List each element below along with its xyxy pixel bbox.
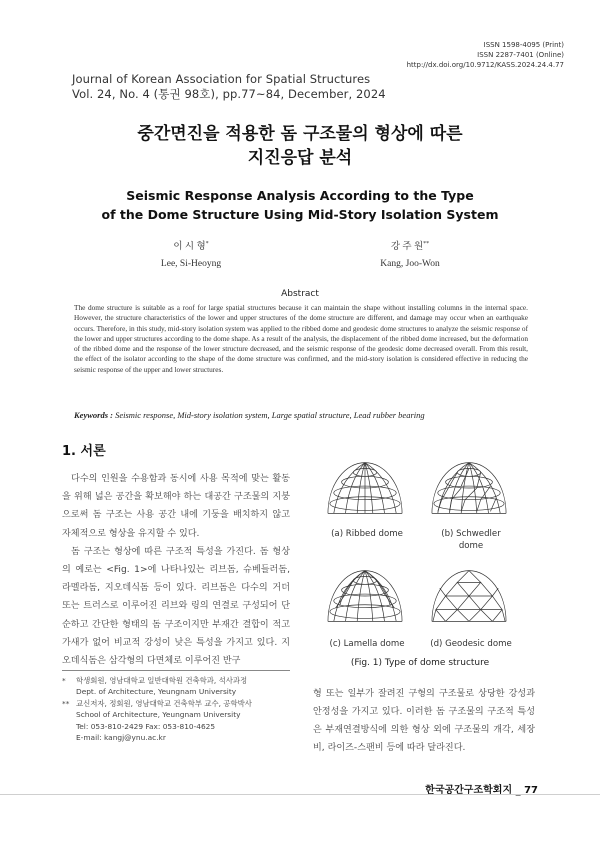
abstract-heading: Abstract: [281, 289, 319, 299]
caption-b-line1: (b) Schwedler: [441, 529, 501, 539]
doi-link[interactable]: http://dx.doi.org/10.9712/KASS.2024.24.4.77: [406, 61, 564, 69]
footnote-2-line3: Tel: 053-810-2429 Fax: 053-810-4625: [76, 721, 216, 731]
geodesic-dome-figure: [430, 566, 508, 630]
figure-caption: (Fig. 1) Type of dome structure: [350, 658, 490, 668]
schwedler-dome-figure: [430, 458, 508, 522]
author-2: [335, 236, 485, 273]
footnotes: [62, 675, 292, 743]
caption-b-line2: dome: [458, 541, 484, 551]
footnote-2-email[interactable]: E-mail: kangj@ynu.ac.kr: [76, 733, 166, 743]
issn-online: ISSN 2287-7401 (Online): [477, 51, 564, 59]
right-column-text: 형 또는 일부가 잘려진 구형의 구조물로 상당한 강성과 안정성을 가지고 있다. 이러한 돔 구조물의 구조적 특성은 부재연결방식에 의한 형상 외에 구조물의 개각, 세장비, 라이즈-스팬비 등에 따라 달라진다.: [313, 689, 535, 753]
footnote-divider: [62, 670, 290, 671]
page-footer: 한국공간구조학회지 _ 77: [425, 785, 538, 796]
lamella-dome-figure: [326, 566, 404, 630]
korean-title-line1: 중간면진을 적용한 돔 구조물의 형상에 따른: [137, 124, 463, 144]
footnote-1-line2: Dept. of Architecture, Yeungnam University: [76, 687, 237, 697]
author-2-name-en: Kang, Joo-Won: [380, 259, 440, 270]
footer-divider: [0, 794, 600, 795]
journal-info: [72, 72, 386, 102]
volume-line: Vol. 24, No. 4 (통권 98호), pp.77~84, December, 2024: [72, 87, 386, 101]
author-1-mark: *: [205, 241, 209, 247]
issn-print: ISSN 1598-4095 (Print): [483, 41, 564, 49]
author-1-name-ko: 이 시 형: [173, 242, 206, 253]
english-title-line1: Seismic Response Analysis According to the Type: [126, 188, 474, 203]
keywords-text: Seismic response, Mid-story isolation system, Large spatial structure, Lead rubber bearing: [115, 410, 425, 420]
abstract-text: The dome structure is suitable as a roof for large spatial structures because it can maintain the shape without installing columns in the internal space. However, the structure characteristics of the lower and upper structures of the dome structure are different, and damage may occur when an earthquake occurs. Therefore, in this study, mid-story isolation system was applied to the ribbed dome and geodesic dome structures to analyze the seismic response of the lower and upper structures according to the dome shape. As a result of the analysis, the displacement of the ribbed dome increased, but the deformation of the ribbed dome and the response of the lower structure decreased, and the seismic response of the geodesic dome decreased overall. From this result, the effect of the isolator according to the shape of the dome structure was confirmed, and the mid-story isolation is considered effective in reducing the seismic response of the upper and lower structures.: [74, 303, 528, 374]
ribbed-dome-figure: [326, 458, 404, 522]
footnote-2-mark: **: [62, 698, 70, 708]
footnote-1-mark: *: [62, 676, 66, 685]
caption-c: (c) Lamella dome: [329, 639, 405, 649]
english-title-line2: of the Dome Structure Using Mid-Story Isolation System: [101, 207, 499, 222]
author-1: [116, 236, 266, 273]
author-2-mark: **: [423, 241, 430, 247]
schwedler-dome-image: [430, 458, 508, 518]
korean-title: [0, 122, 600, 170]
footnote-2-line1: 교신저자, 정회원, 영남대학교 건축학부 교수, 공학박사: [76, 698, 252, 708]
author-1-name-en: Lee, Si-Heoyng: [160, 259, 222, 270]
intro-paragraph-1: 다수의 인원을 수용함과 동시에 사용 목적에 맞는 활동을 위해 넓은 공간을 확보해야 하는 대공간 구조물의 지붕으로써 돔 구조는 사용 공간 내에 기둥을 배치하지 않고 자체적으로 형상을 유지할 수 있다.: [62, 474, 290, 539]
keywords: [74, 410, 534, 420]
left-column-text: [62, 470, 290, 670]
journal-name: Journal of Korean Association for Spatial Structures: [72, 72, 371, 86]
ribbed-dome-image: [326, 458, 404, 518]
keywords-label: Keywords :: [74, 410, 113, 420]
caption-a: (a) Ribbed dome: [331, 529, 403, 539]
korean-title-line2: 지진응답 분석: [247, 148, 353, 168]
author-2-name-ko: 강 주 원: [390, 242, 424, 253]
issn-block: [407, 40, 564, 70]
caption-d: (d) Geodesic dome: [430, 639, 512, 649]
english-title: [0, 186, 600, 224]
lamella-dome-image: [326, 566, 404, 626]
section-heading: 1. 서론: [62, 444, 106, 459]
footnote-2-line2: School of Architecture, Yeungnam University: [76, 710, 241, 720]
intro-paragraph-2: 돔 구조는 형상에 따른 구조적 특성을 가진다. 돔 형상의 예로는 <Fig. 1>에 나타나있는 리브돔, 슈베들러돔, 라멜라돔, 지오데식돔 등이 있다. 리브돔은 다수의 거더 또는 트러스로 이루어진 리브와 링의 연결로 구성되어 단순하고 간단한 형태의 돔 구조이지만 부재간 결합이 적고 가새가 없어 비교적 강성이 낮은 특성을 가지고 있다. 지오데식돔은 삼각형의 다면체로 이루어진 반구: [62, 546, 290, 667]
footnote-1-line1: 학생회원, 영남대학교 일반대학원 건축학과, 석사과정: [76, 676, 248, 685]
caption-b: [416, 528, 526, 552]
geodesic-dome-image: [430, 566, 508, 626]
